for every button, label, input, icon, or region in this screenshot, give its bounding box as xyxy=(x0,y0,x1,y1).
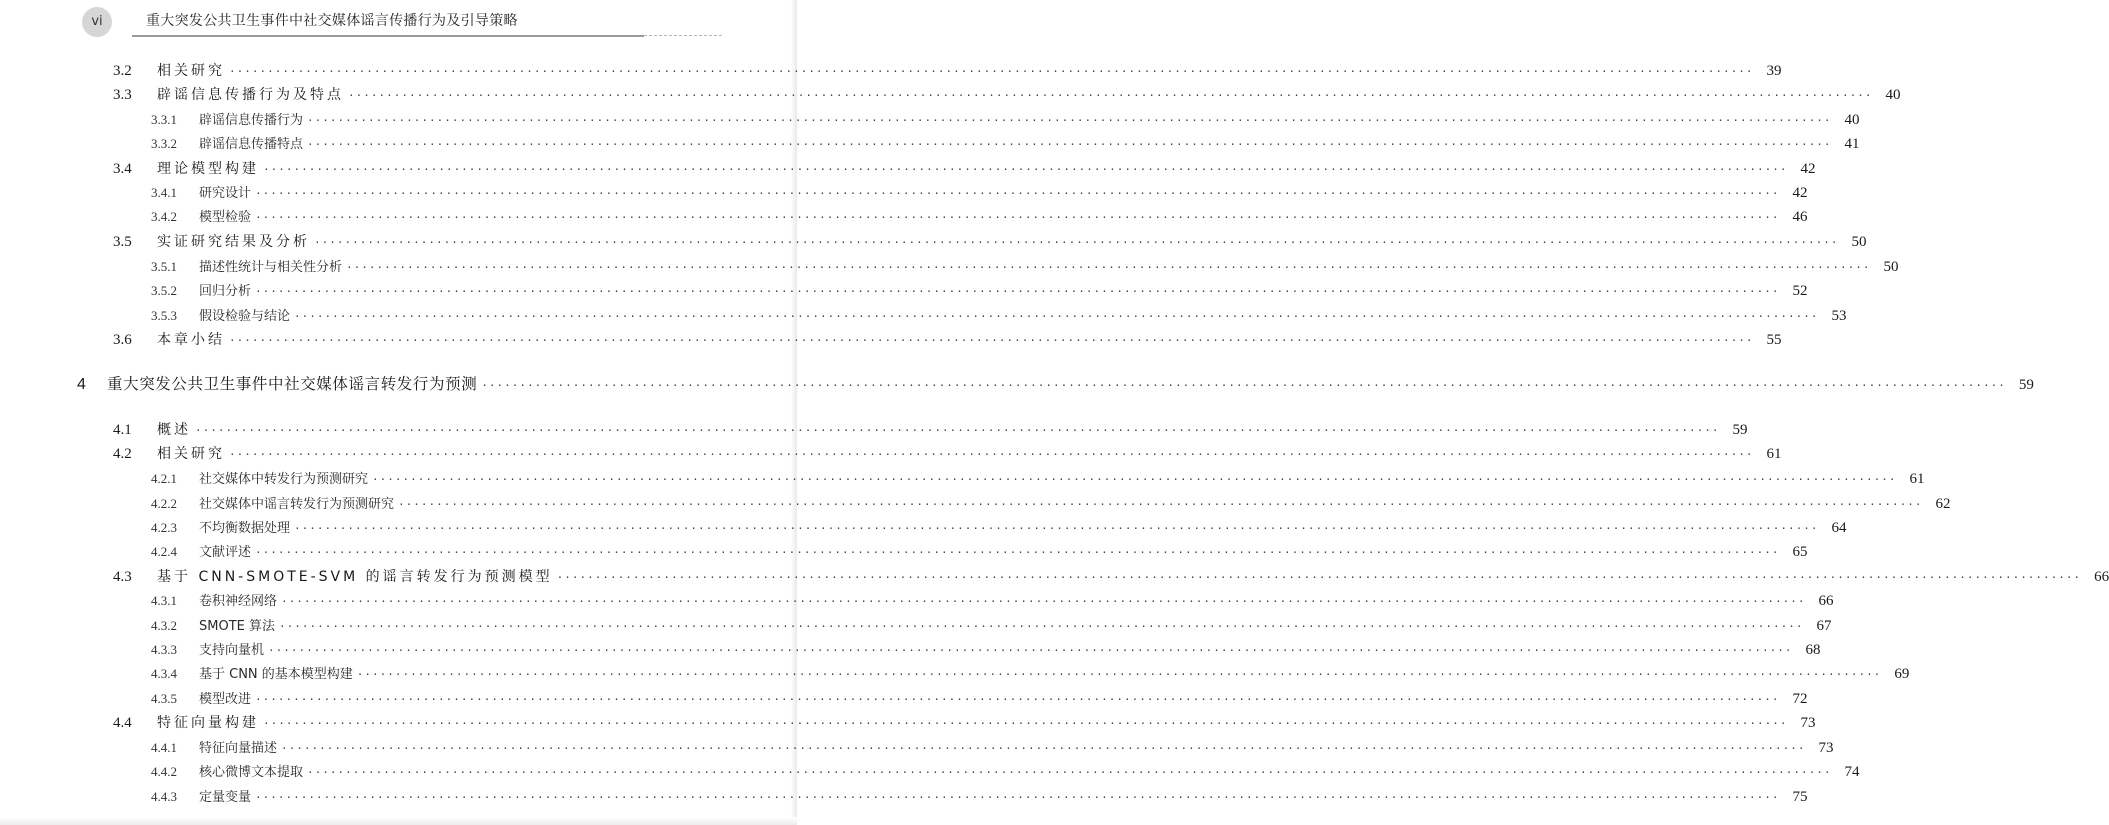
toc-entry-page: 68 xyxy=(1805,642,1821,658)
toc-entry-number: 3.3.2 xyxy=(151,136,177,151)
toc-entry-level-3[interactable] xyxy=(151,641,1821,660)
toc-dot-leader: ········································································································································································································ xyxy=(268,644,1793,657)
toc-entry-page: 64 xyxy=(1831,520,1847,536)
toc-entry-level-3[interactable] xyxy=(151,282,1808,301)
toc-dot-leader: ········································································································································································································ xyxy=(263,163,1788,176)
toc-entry-page: 53 xyxy=(1831,308,1847,324)
toc-entry-level-3[interactable] xyxy=(151,307,1847,326)
toc-entry-page: 74 xyxy=(1844,764,1860,780)
toc-entry-page: 72 xyxy=(1792,691,1808,707)
toc-entry-title: 社交媒体中转发行为预测研究 xyxy=(199,472,369,487)
page-number-badge: vi xyxy=(82,7,112,37)
toc-entry-number: 4.3.2 xyxy=(151,618,177,633)
toc-dot-leader: ········································································································································································································ xyxy=(229,334,1754,347)
toc-entry-page: 50 xyxy=(1851,234,1867,250)
toc-entry-page: 40 xyxy=(1844,112,1860,128)
toc-entry-number: 3.3 xyxy=(113,87,132,103)
toc-dot-leader: ········································································································································································································ xyxy=(195,424,1720,437)
toc-entry-level-3[interactable] xyxy=(151,739,1834,758)
toc-entry-page: 65 xyxy=(1792,544,1808,560)
toc-entry-level-2[interactable] xyxy=(113,62,1782,81)
toc-entry-number: 4.3.5 xyxy=(151,691,177,706)
toc-entry-page: 46 xyxy=(1792,209,1808,225)
toc-dot-leader: ········································································································································································································ xyxy=(255,546,1780,559)
toc-dot-leader: ········································································································································································································ xyxy=(255,693,1780,706)
toc-entry-page: 73 xyxy=(1800,715,1816,731)
toc-entry-page: 42 xyxy=(1800,161,1816,177)
toc-entry-number: 3.3.1 xyxy=(151,112,177,127)
toc-entry-number: 3.4.1 xyxy=(151,185,177,200)
toc-entry-title: 模型改进 xyxy=(199,692,252,707)
toc-entry-number: 4.4.1 xyxy=(151,740,177,755)
toc-dot-leader: ········································································································································································································ xyxy=(281,595,1806,608)
toc-entry-level-3[interactable] xyxy=(151,519,1847,538)
toc-entry-level-3[interactable] xyxy=(151,470,1925,489)
toc-entry-page: 50 xyxy=(1883,259,1899,275)
toc-entry-title: 定量变量 xyxy=(199,790,252,805)
toc-entry-level-3[interactable] xyxy=(151,617,1832,636)
toc-entry-title: 重大突发公共卫生事件中社交媒体谣言转发行为预测 xyxy=(107,375,478,393)
toc-entry-level-3[interactable] xyxy=(151,135,1860,154)
toc-entry-level-3[interactable] xyxy=(151,788,1808,807)
toc-entry-number: 4.2.3 xyxy=(151,520,177,535)
toc-entry-page: 69 xyxy=(1894,666,1910,682)
toc-dot-leader: ········································································································································································································ xyxy=(255,791,1780,804)
toc-entry-title: 特征向量构建 xyxy=(157,715,259,731)
toc-entry-level-2[interactable] xyxy=(113,331,1782,350)
toc-entry-page: 40 xyxy=(1885,87,1901,103)
toc-entry-level-2[interactable] xyxy=(113,714,1816,733)
toc-entry-level-3[interactable] xyxy=(151,258,1899,277)
toc-entry-title: 核心微博文本提取 xyxy=(199,765,304,780)
toc-entry-title: 特征向量描述 xyxy=(199,741,278,756)
toc-dot-leader: ········································································································································································································ xyxy=(281,742,1806,755)
toc-entry-number: 4.1 xyxy=(113,422,132,438)
toc-entry-title: 实证研究结果及分析 xyxy=(157,234,310,250)
toc-entry-number: 3.5.2 xyxy=(151,283,177,298)
toc-entry-title: 理论模型构建 xyxy=(157,161,259,177)
page-header xyxy=(82,4,722,38)
toc-entry-number: 3.4.2 xyxy=(151,209,177,224)
toc-entry-title: 基于 CNN 的基本模型构建 xyxy=(199,667,353,682)
toc-entry-number: 3.6 xyxy=(113,332,132,348)
toc-entry-title: 不均衡数据处理 xyxy=(199,521,291,536)
toc-entry-number: 4.2.2 xyxy=(151,496,177,511)
toc-entry-page: 62 xyxy=(1935,496,1951,512)
toc-entry-level-1[interactable] xyxy=(77,375,2034,395)
toc-entry-level-2[interactable] xyxy=(113,233,1867,252)
toc-entry-level-3[interactable] xyxy=(151,592,1834,611)
toc-entry-number: 3.2 xyxy=(113,63,132,79)
header-rule xyxy=(132,35,644,37)
toc-dot-leader: ········································································································································································································ xyxy=(356,668,1882,681)
toc-dot-leader: ········································································································································································································ xyxy=(372,473,1897,486)
toc-entry-number: 3.5.1 xyxy=(151,259,177,274)
toc-entry-page: 61 xyxy=(1766,446,1782,462)
toc-entry-title: 描述性统计与相关性分析 xyxy=(199,260,343,275)
running-title: 重大突发公共卫生事件中社交媒体谣言传播行为及引导策略 xyxy=(146,13,518,29)
toc-dot-leader: ········································································································································································································ xyxy=(263,717,1788,730)
toc-entry-number: 3.4 xyxy=(113,161,132,177)
toc-entry-level-3[interactable] xyxy=(151,208,1808,227)
toc-entry-title: 相关研究 xyxy=(157,446,225,462)
toc-entry-number: 3.5.3 xyxy=(151,308,177,323)
toc-entry-page: 59 xyxy=(1732,422,1748,438)
toc-entry-title: 模型检验 xyxy=(199,210,252,225)
toc-dot-leader: ········································································································································································································ xyxy=(307,766,1832,779)
toc-entry-title: 研究设计 xyxy=(199,186,252,201)
toc-entry-level-2[interactable] xyxy=(113,421,1748,440)
toc-entry-level-3[interactable] xyxy=(151,184,1808,203)
toc-entry-title: 辟谣信息传播行为及特点 xyxy=(157,87,344,103)
toc-dot-leader: ········································································································································································································ xyxy=(229,448,1754,461)
toc-entry-page: 61 xyxy=(1909,471,1925,487)
toc-entry-title: 文献评述 xyxy=(199,545,252,560)
toc-entry-title: SMOTE 算法 xyxy=(199,619,275,634)
toc-entry-number: 4.3 xyxy=(113,569,132,585)
toc-entry-title: 辟谣信息传播行为 xyxy=(199,113,304,128)
toc-entry-number: 4.4.3 xyxy=(151,789,177,804)
toc-entry-title: 相关研究 xyxy=(157,63,225,79)
toc-entry-number: 4.4 xyxy=(113,715,132,731)
toc-entry-number: 4.2.4 xyxy=(151,544,177,559)
toc-dot-leader: ········································································································································································································ xyxy=(255,285,1780,298)
toc-entry-number: 4.3.4 xyxy=(151,666,177,681)
toc-entry-level-2[interactable] xyxy=(113,160,1816,179)
toc-entry-level-2[interactable] xyxy=(113,86,1901,105)
toc-entry-page: 73 xyxy=(1818,740,1834,756)
toc-entry-level-3[interactable] xyxy=(151,690,1808,709)
toc-dot-leader: ········································································································································································································ xyxy=(556,571,2082,584)
toc-entry-title: 基于 CNN-SMOTE-SVM 的谣言转发行为预测模型 xyxy=(157,569,553,585)
toc-entry-page: 41 xyxy=(1844,136,1860,152)
header-rule-extension xyxy=(644,35,722,36)
toc-dot-leader: ········································································································································································································ xyxy=(229,65,1754,78)
toc-entry-page: 55 xyxy=(1766,332,1782,348)
toc-entry-level-3[interactable] xyxy=(151,665,1910,684)
toc-dot-leader: ········································································································································································································ xyxy=(346,261,1871,274)
toc-entry-title: 辟谣信息传播特点 xyxy=(199,137,304,152)
toc-entry-page: 75 xyxy=(1792,789,1808,805)
toc-entry-number: 4.3.3 xyxy=(151,642,177,657)
toc-entry-level-3[interactable] xyxy=(151,763,1860,782)
toc-entry-number: 4.4.2 xyxy=(151,764,177,779)
toc-dot-leader: ········································································································································································································ xyxy=(348,89,1873,102)
toc-entry-page: 42 xyxy=(1792,185,1808,201)
page-edge-shadow-bottom xyxy=(0,817,797,825)
toc-dot-leader: ········································································································································································································ xyxy=(398,498,1923,511)
toc-entry-page: 39 xyxy=(1766,63,1782,79)
toc-entry-title: 支持向量机 xyxy=(199,643,265,658)
toc-dot-leader: ········································································································································································································ xyxy=(314,236,1839,249)
toc-entry-number: 3.5 xyxy=(113,234,132,250)
toc-entry-title: 本章小结 xyxy=(157,332,225,348)
toc-entry-page: 66 xyxy=(2094,569,2109,585)
toc-entry-title: 回归分析 xyxy=(199,284,252,299)
toc-dot-leader: ········································································································································································································ xyxy=(307,114,1832,127)
toc-dot-leader: ········································································································································································································ xyxy=(279,620,1804,633)
toc-entry-number: 4 xyxy=(77,376,86,393)
toc-entry-title: 社交媒体中谣言转发行为预测研究 xyxy=(199,497,395,512)
toc-entry-level-3[interactable] xyxy=(151,543,1808,562)
toc-entry-level-2[interactable] xyxy=(113,445,1782,464)
toc-dot-leader: ········································································································································································································ xyxy=(481,379,2006,392)
toc-entry-number: 4.2.1 xyxy=(151,471,177,486)
toc-entry-title: 概述 xyxy=(157,422,191,438)
toc-entry-title: 卷积神经网络 xyxy=(199,594,278,609)
toc-dot-leader: ········································································································································································································ xyxy=(255,211,1780,224)
toc-entry-page: 59 xyxy=(2018,377,2034,393)
toc-dot-leader: ········································································································································································································ xyxy=(294,310,1819,323)
toc-entry-number: 4.2 xyxy=(113,446,132,462)
toc-dot-leader: ········································································································································································································ xyxy=(255,187,1780,200)
toc-entry-level-3[interactable] xyxy=(151,495,1951,514)
toc-entry-page: 52 xyxy=(1792,283,1808,299)
toc-dot-leader: ········································································································································································································ xyxy=(307,138,1832,151)
toc-entry-level-3[interactable] xyxy=(151,111,1860,130)
toc-entry-page: 67 xyxy=(1816,618,1832,634)
toc-entry-number: 4.3.1 xyxy=(151,593,177,608)
toc-entry-level-2[interactable] xyxy=(113,568,2109,587)
toc-entry-page: 66 xyxy=(1818,593,1834,609)
toc-dot-leader: ········································································································································································································ xyxy=(294,522,1819,535)
toc-entry-title: 假设检验与结论 xyxy=(199,309,291,324)
